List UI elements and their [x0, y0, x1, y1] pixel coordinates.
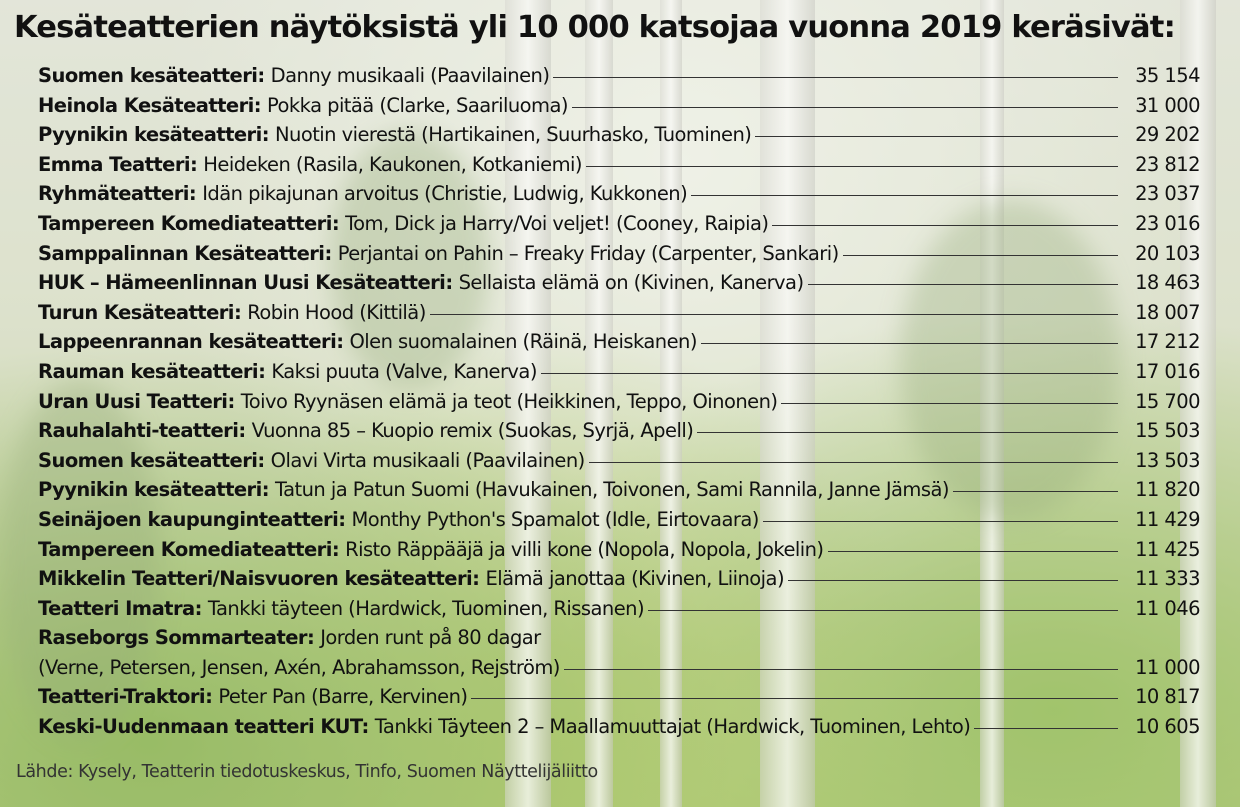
show-title: Nuotin vierestä (Hartikainen, Suurhasko, Tuominen) — [274, 123, 752, 147]
audience-count: 35 154 — [1135, 64, 1200, 87]
show-title: Sellaista elämä on (Kivinen, Kanerva) — [458, 271, 804, 295]
audience-count: 10 817 — [1135, 685, 1200, 709]
show-title: Kaksi puuta (Valve, Kanerva) — [271, 359, 537, 383]
list-item — [38, 538, 1200, 568]
leader-line — [572, 107, 1118, 108]
leader-line — [763, 521, 1118, 522]
audience-count: 31 000 — [1135, 93, 1200, 117]
leader-line — [953, 491, 1118, 492]
infographic-title: Kesäteatterien näytöksistä yli 10 000 katsojaa vuonna 2019 keräsivät: — [14, 10, 1175, 45]
theater-name: Seinäjoen kaupunginteatteri: — [38, 507, 346, 531]
show-title: Risto Räppääjä ja villi kone (Nopola, Nopola, Jokelin) — [345, 537, 824, 561]
show-title: Tatun ja Patun Suomi (Havukainen, Toivonen, Sami Rannila, Janne Jämsä) — [274, 478, 949, 502]
show-title: Perjantai on Pahin – Freaky Friday (Carpenter, Sankari) — [337, 241, 839, 265]
show-title: Robin Hood (Kittilä) — [247, 300, 426, 324]
audience-count: 23 016 — [1135, 211, 1200, 235]
audience-count: 11 820 — [1135, 478, 1200, 502]
audience-count: 10 605 — [1135, 715, 1200, 739]
show-title: Pokka pitää (Clarke, Saariluoma) — [267, 93, 568, 117]
list-item — [38, 715, 1200, 745]
theater-name: Raseborgs Sommarteater: — [38, 626, 315, 650]
theater-name: Suomen kesäteatteri: — [38, 64, 265, 87]
list-item — [38, 64, 1200, 94]
list-item — [38, 153, 1200, 183]
list-item — [38, 567, 1200, 597]
theater-name: Suomen kesäteatteri: — [38, 448, 265, 472]
theater-attendance-list — [38, 64, 1200, 745]
audience-count: 18 007 — [1135, 300, 1200, 324]
theater-name: Turun Kesäteatteri: — [38, 300, 242, 324]
list-item — [38, 390, 1200, 420]
leader-line — [697, 432, 1118, 433]
list-item — [38, 123, 1200, 153]
show-title: Olen suomalainen (Räinä, Heiskanen) — [349, 330, 697, 354]
leader-line — [828, 551, 1119, 552]
audience-count: 11 333 — [1135, 567, 1200, 591]
list-item — [38, 94, 1200, 124]
leader-line — [471, 698, 1118, 699]
show-title: Tom, Dick ja Harry/Voi veljet! (Cooney, Raipia) — [345, 211, 769, 235]
audience-count: 29 202 — [1135, 123, 1200, 147]
show-credits: (Verne, Petersen, Jensen, Axén, Abrahamsson, Rejström) — [38, 655, 560, 679]
source-note: Lähde: Kysely, Teatterin tiedotuskeskus, Tinfo, Suomen Näyttelijäliitto — [16, 762, 598, 782]
show-title: Danny musikaali (Paavilainen) — [270, 64, 550, 87]
show-title: Vuonna 85 – Kuopio remix (Suokas, Syrjä, Apell) — [251, 419, 694, 443]
show-title: Heideken (Rasila, Kaukonen, Kotkaniemi) — [203, 152, 582, 176]
theater-name: Mikkelin Teatteri/Naisvuoren kesäteatteri: — [38, 567, 480, 591]
leader-line — [586, 166, 1118, 167]
show-title: Jorden runt på 80 dagar — [320, 626, 541, 650]
theater-name: Rauman kesäteatteri: — [38, 359, 266, 383]
audience-count: 23 812 — [1135, 152, 1200, 176]
audience-count: 17 016 — [1135, 359, 1200, 383]
show-title: Tankki täyteen (Hardwick, Tuominen, Rissanen) — [207, 596, 645, 620]
audience-count: 11 425 — [1135, 537, 1200, 561]
leader-line — [701, 343, 1118, 344]
leader-line — [843, 255, 1118, 256]
theater-name: Teatteri Imatra: — [38, 596, 202, 620]
leader-line — [788, 580, 1118, 581]
leader-line — [430, 314, 1118, 315]
theater-name: Tampereen Komediateatteri: — [38, 537, 340, 561]
list-item — [38, 478, 1200, 508]
theater-name: Tampereen Komediateatteri: — [38, 211, 340, 235]
theater-name: Teatteri-Traktori: — [38, 685, 213, 709]
theater-name: Ryhmäteatteri: — [38, 182, 197, 206]
audience-count: 11 429 — [1135, 507, 1200, 531]
leader-line — [781, 403, 1118, 404]
list-item — [38, 271, 1200, 301]
leader-line — [589, 462, 1118, 463]
list-item — [38, 685, 1200, 715]
audience-count: 20 103 — [1135, 241, 1200, 265]
leader-line — [691, 195, 1118, 196]
leader-line — [648, 610, 1118, 611]
leader-line — [974, 728, 1118, 729]
show-title: Elämä janottaa (Kivinen, Liinoja) — [485, 567, 785, 591]
theater-name: HUK – Hämeenlinnan Uusi Kesäteatteri: — [38, 271, 453, 295]
list-item — [38, 330, 1200, 360]
audience-count: 17 212 — [1135, 330, 1200, 354]
audience-count: 15 503 — [1135, 419, 1200, 443]
list-item — [38, 508, 1200, 538]
list-item-continued — [38, 656, 1200, 686]
show-title: Monthy Python's Spamalot (Idle, Eirtovaara) — [351, 507, 759, 531]
leader-line — [755, 136, 1118, 137]
show-title: Toivo Ryynäsen elämä ja teot (Heikkinen, Teppo, Oinonen) — [240, 389, 778, 413]
show-title: Tankki Täyteen 2 – Maallamuuttajat (Hardwick, Tuominen, Lehto) — [374, 715, 971, 739]
theater-name: Uran Uusi Teatteri: — [38, 389, 235, 413]
audience-count: 18 463 — [1135, 271, 1200, 295]
list-item — [38, 242, 1200, 272]
list-item — [38, 419, 1200, 449]
show-title: Idän pikajunan arvoitus (Christie, Ludwig, Kukkonen) — [202, 182, 688, 206]
list-item — [38, 360, 1200, 390]
theater-name: Lappeenrannan kesäteatteri: — [38, 330, 344, 354]
leader-line — [564, 669, 1118, 670]
theater-name: Emma Teatteri: — [38, 152, 198, 176]
leader-line — [541, 373, 1118, 374]
theater-name: Rauhalahti-teatteri: — [38, 419, 246, 443]
theater-name: Pyynikin kesäteatteri: — [38, 478, 269, 502]
audience-count: 13 503 — [1135, 448, 1200, 472]
list-item — [38, 626, 1200, 656]
list-item — [38, 449, 1200, 479]
list-item — [38, 212, 1200, 242]
audience-count: 23 037 — [1135, 182, 1200, 206]
leader-line — [553, 77, 1118, 78]
show-title: Peter Pan (Barre, Kervinen) — [218, 685, 468, 709]
theater-name: Pyynikin kesäteatteri: — [38, 123, 269, 147]
list-item — [38, 182, 1200, 212]
audience-count: 15 700 — [1135, 389, 1200, 413]
theater-name: Heinola Kesäteatteri: — [38, 93, 262, 117]
leader-line — [772, 225, 1118, 226]
audience-count: 11 046 — [1135, 596, 1200, 620]
leader-line — [808, 284, 1118, 285]
theater-name: Keski-Uudenmaan teatteri KUT: — [38, 715, 369, 739]
list-item — [38, 597, 1200, 627]
list-item — [38, 301, 1200, 331]
theater-name: Samppalinnan Kesäteatteri: — [38, 241, 332, 265]
show-title: Olavi Virta musikaali (Paavilainen) — [270, 448, 585, 472]
audience-count: 11 000 — [1135, 655, 1200, 679]
